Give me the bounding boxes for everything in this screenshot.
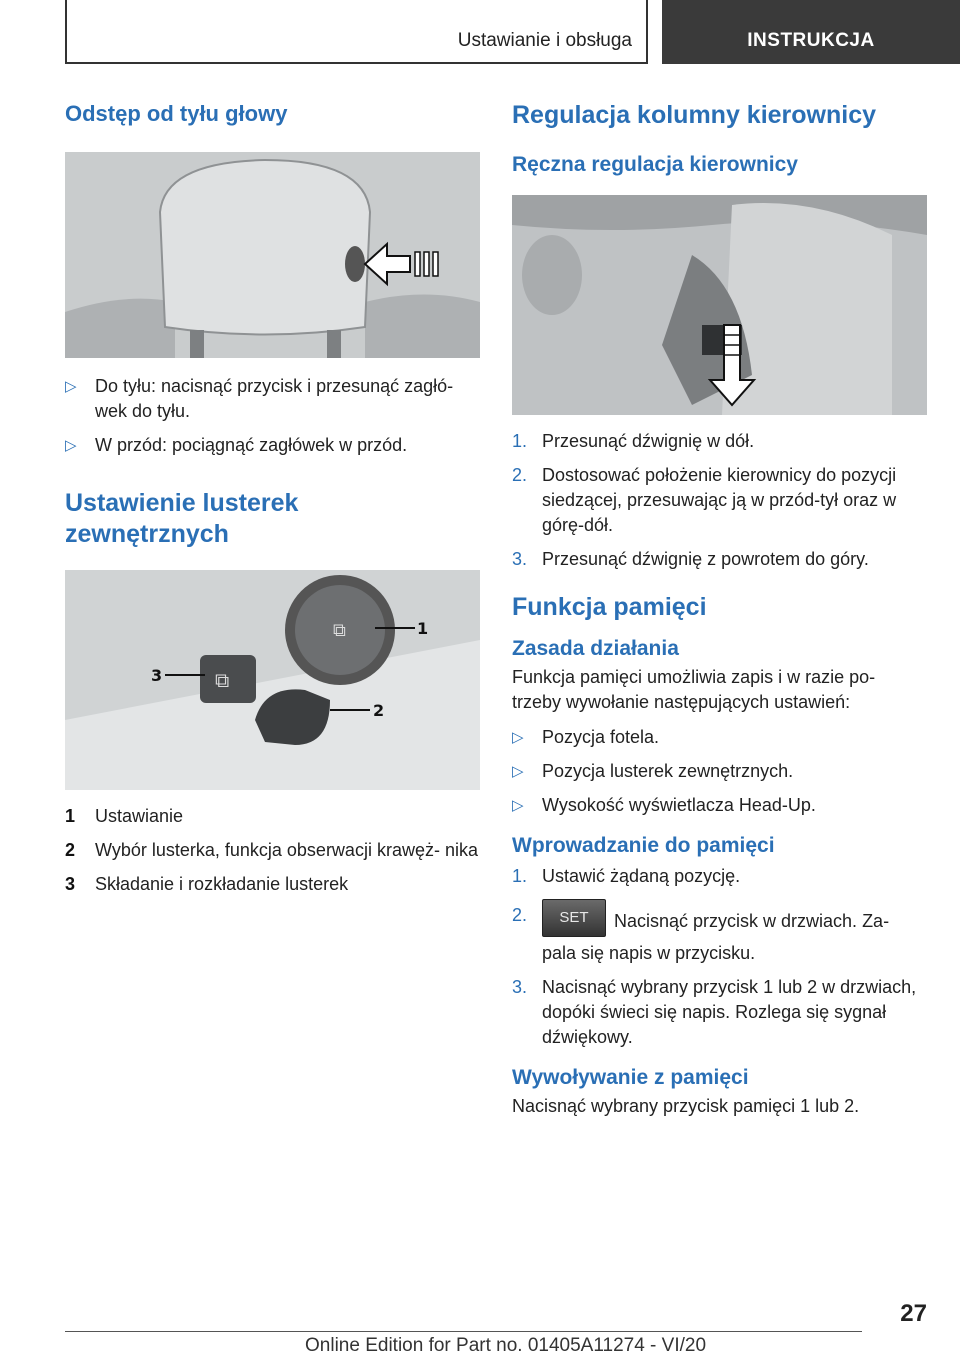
svg-text:⧉: ⧉ (215, 668, 230, 692)
left-column (65, 100, 480, 906)
recall-title: Wywoływanie z pamięci (512, 1066, 749, 1089)
steering-image (512, 195, 927, 415)
footer-divider (65, 1331, 862, 1332)
store-title: Wprowadzanie do pamięci (512, 834, 775, 857)
list-item: 1. Przesunąć dźwignię w dół. (512, 431, 755, 451)
callout-1: 1 (417, 619, 429, 638)
list-item: ▷ Pozycja fotela. (512, 725, 927, 750)
header-tab[interactable] (662, 0, 960, 64)
headrest-image (65, 152, 480, 358)
callout-3: 3 (151, 666, 163, 685)
memory-title: Funkcja pamięci (512, 593, 707, 621)
triangle-bullet-icon: ▷ (65, 437, 77, 454)
list-item: 1. Ustawić żądaną pozycję. (512, 866, 741, 886)
set-button-icon: SET (542, 899, 606, 937)
edition-note: Online Edition for Part no. 01405A11274 - VI/20 (305, 1335, 707, 1356)
headrest-list (65, 374, 480, 458)
triangle-bullet-icon: ▷ (512, 763, 524, 780)
legend-item: 3 Składanie i rozkładanie lusterek (65, 874, 349, 894)
store-steps (512, 864, 927, 1050)
legend-item: 2 Wybór lusterka, funkcja obserwacji krawęż‐ nika (65, 840, 478, 860)
steering-subtitle: Ręczna regulacja kierownicy (512, 153, 798, 176)
list-item: ▷ Do tyłu: nacisnąć przycisk i przesunąć zagłó‐ wek do tyłu. (65, 376, 454, 421)
callout-2: 2 (373, 701, 385, 720)
triangle-bullet-icon: ▷ (512, 729, 524, 746)
list-item: ▷ Pozycja lusterek zewnętrznych. (512, 759, 927, 784)
list-item: ▷ W przód: pociągnąć zagłówek w przód. (65, 433, 480, 458)
steering-steps (512, 429, 927, 572)
svg-text:⧉: ⧉ (333, 620, 346, 641)
mirror-title: Ustawienie lusterek zewnętrznych (65, 489, 299, 548)
section-title: Ustawianie i obsługa (457, 30, 632, 51)
triangle-bullet-icon: ▷ (65, 378, 77, 395)
list-item: 3. Nacisnąć wybrany przycisk 1 lub 2 w drzwiach, dopóki świeci się napis. Rozlega się sygnał dźwiękowy. (512, 977, 917, 1047)
list-item: 2. Dostosować położenie kierownicy do pozycji siedzącej, przesuwając ją w przód-tył oraz w górę-dół. (512, 465, 897, 535)
principle-list (512, 725, 927, 818)
page-number: 27 (900, 1300, 927, 1327)
header-tab-label: INSTRUKCJA (747, 30, 875, 51)
principle-text: Funkcja pamięci umożliwia zapis i w razie po‐ trzeby wywołanie następujących ustawień: (512, 667, 876, 712)
mirror-legend (65, 804, 480, 897)
steering-title: Regulacja kolumny kierownicy (512, 101, 877, 129)
mirror-controls-illustration (65, 570, 480, 790)
principle-title: Zasada działania (512, 637, 679, 660)
header-box (65, 0, 648, 64)
recall-text: Nacisnąć wybrany przycisk pamięci 1 lub 2. (512, 1096, 860, 1116)
legend-item: 1 Ustawianie (65, 806, 184, 826)
list-item: 2. SET Nacisnąć przycisk w drzwiach. Za‐ pala się napis w przycisku. (512, 903, 927, 966)
triangle-bullet-icon: ▷ (512, 797, 524, 814)
headrest-illustration (65, 152, 480, 358)
list-item: ▷ Wysokość wyświetlacza Head-Up. (512, 793, 927, 818)
list-item: 3. Przesunąć dźwignię z powrotem do góry. (512, 549, 869, 569)
right-column (512, 100, 927, 1119)
mirror-controls-image (65, 570, 480, 790)
steering-illustration (512, 195, 927, 415)
headrest-title: Odstęp od tyłu głowy (65, 101, 288, 126)
